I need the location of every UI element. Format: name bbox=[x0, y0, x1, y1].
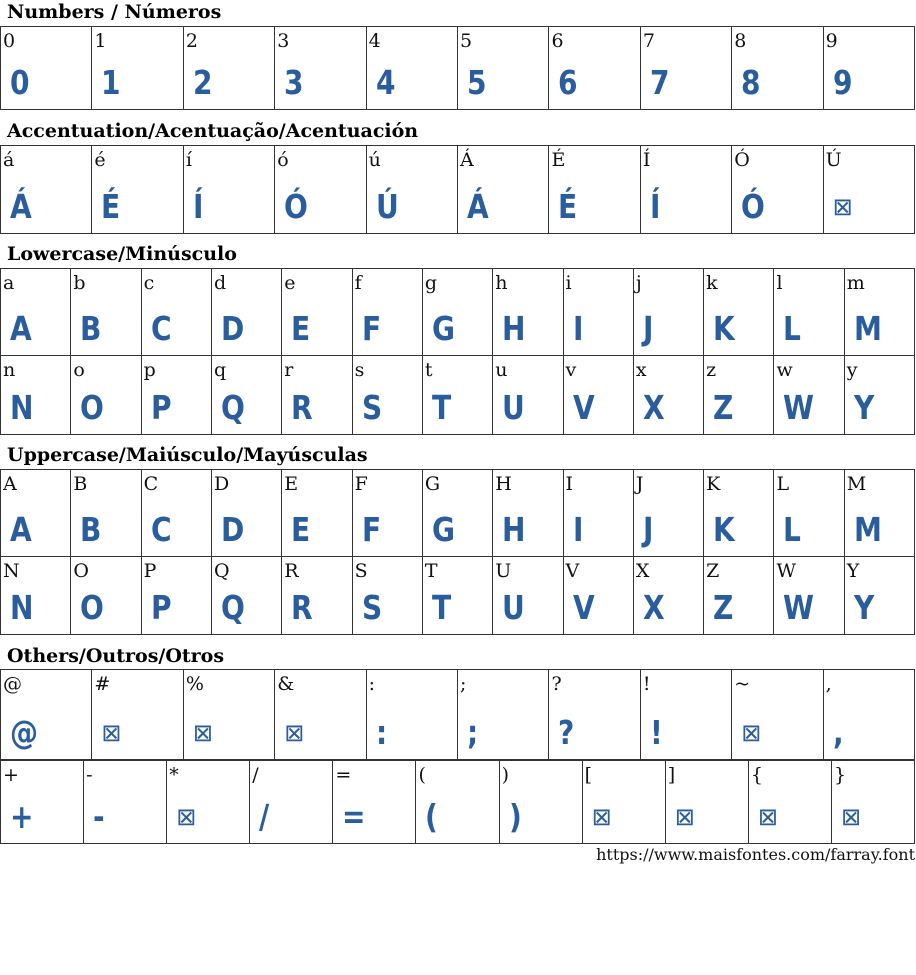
font-glyph: R bbox=[291, 588, 313, 627]
glyph-cell bbox=[212, 557, 282, 635]
character-label: ) bbox=[501, 764, 509, 786]
font-glyph: S bbox=[361, 588, 382, 627]
glyph-cell bbox=[184, 670, 275, 760]
character-label: o bbox=[73, 359, 85, 381]
font-glyph: E bbox=[291, 510, 311, 549]
glyph-cell bbox=[71, 356, 141, 435]
font-glyph: 4 bbox=[375, 63, 396, 102]
character-label: M bbox=[846, 473, 867, 495]
glyph-cell bbox=[423, 269, 493, 356]
character-label: W bbox=[776, 560, 796, 582]
glyph-cell bbox=[353, 269, 423, 356]
character-label: / bbox=[252, 764, 259, 786]
glyph-cell bbox=[774, 557, 844, 635]
font-glyph: Q bbox=[220, 588, 245, 627]
font-glyph: Y bbox=[853, 388, 875, 427]
glyph-cell bbox=[416, 761, 499, 844]
source-url[interactable]: https://www.maisfontes.com/farray.font bbox=[596, 845, 915, 864]
character-label: ( bbox=[418, 764, 426, 786]
font-glyph: 1 bbox=[101, 63, 121, 102]
character-label: É bbox=[551, 149, 566, 171]
glyph-cell bbox=[1, 670, 92, 760]
character-label: N bbox=[3, 560, 20, 582]
character-label: I bbox=[565, 473, 574, 495]
character-label: O bbox=[73, 560, 89, 582]
glyph-cell bbox=[704, 356, 774, 435]
font-glyph: M bbox=[853, 510, 882, 549]
font-glyph: 2 bbox=[192, 63, 213, 102]
character-label: k bbox=[706, 272, 718, 294]
font-glyph: Í bbox=[649, 187, 661, 226]
character-label: P bbox=[143, 560, 157, 582]
character-label: y bbox=[846, 359, 858, 381]
glyph-cell bbox=[92, 670, 183, 760]
glyph-cell bbox=[704, 269, 774, 356]
character-label: G bbox=[424, 473, 441, 495]
glyph-cell bbox=[634, 557, 704, 635]
character-label: b bbox=[73, 272, 86, 294]
character-label: J bbox=[635, 473, 644, 495]
font-glyph: Y bbox=[853, 588, 875, 627]
glyph-cell bbox=[212, 356, 282, 435]
character-label: a bbox=[3, 272, 15, 294]
glyph-cell bbox=[92, 27, 183, 110]
glyph-cell bbox=[1, 269, 71, 356]
glyph-cell bbox=[564, 557, 634, 635]
font-glyph: W bbox=[783, 588, 815, 627]
character-label: e bbox=[284, 272, 296, 294]
character-label: 4 bbox=[368, 30, 381, 52]
glyph-cell bbox=[212, 470, 282, 557]
glyph-cell bbox=[275, 27, 366, 110]
character-label: 2 bbox=[185, 30, 198, 52]
character-label: í bbox=[185, 149, 192, 171]
character-label: X bbox=[635, 560, 650, 582]
character-label: Z bbox=[706, 560, 720, 582]
font-glyph: 5 bbox=[467, 63, 487, 102]
font-glyph: N bbox=[10, 588, 34, 627]
glyph-cell bbox=[142, 557, 212, 635]
character-label: L bbox=[776, 473, 790, 495]
character-label: 3 bbox=[277, 30, 290, 52]
glyph-cell bbox=[1, 27, 92, 110]
font-glyph: G bbox=[431, 309, 455, 348]
font-glyph: Ó bbox=[741, 187, 766, 226]
glyph-cell bbox=[184, 146, 275, 234]
font-glyph: J bbox=[642, 309, 654, 348]
font-glyph: G bbox=[431, 510, 455, 549]
character-label: @ bbox=[3, 673, 22, 695]
glyph-cell bbox=[641, 146, 732, 234]
glyph-cell bbox=[493, 557, 563, 635]
character-label: m bbox=[846, 272, 865, 294]
font-glyph: 6 bbox=[558, 63, 578, 102]
font-glyph: 9 bbox=[832, 63, 853, 102]
character-label: U bbox=[495, 560, 512, 582]
font-glyph: K bbox=[713, 510, 735, 549]
font-glyph: M bbox=[853, 309, 882, 348]
character-label: B bbox=[73, 473, 88, 495]
font-glyph: 3 bbox=[284, 63, 304, 102]
missing-glyph-icon: ⊠ bbox=[840, 803, 862, 831]
font-glyph: D bbox=[220, 510, 245, 549]
glyph-cell bbox=[704, 557, 774, 635]
glyph-cell bbox=[641, 670, 732, 760]
glyph-cell bbox=[71, 557, 141, 635]
character-label: * bbox=[169, 764, 179, 786]
font-glyph: ; bbox=[467, 713, 479, 752]
font-glyph: T bbox=[431, 588, 452, 627]
character-label: + bbox=[3, 764, 19, 786]
glyph-row bbox=[0, 469, 915, 557]
character-label: f bbox=[354, 272, 362, 294]
character-label: A bbox=[3, 473, 17, 495]
font-glyph: Ó bbox=[284, 187, 309, 226]
character-label: ~ bbox=[734, 673, 751, 695]
font-glyph: V bbox=[572, 588, 595, 627]
font-glyph: Z bbox=[713, 588, 734, 627]
glyph-cell bbox=[845, 557, 915, 635]
glyph-cell bbox=[564, 269, 634, 356]
glyph-cell bbox=[774, 356, 844, 435]
font-glyph: L bbox=[783, 510, 802, 549]
missing-glyph-icon: ⊠ bbox=[284, 719, 305, 747]
character-label: i bbox=[565, 272, 572, 294]
font-glyph: X bbox=[642, 388, 665, 427]
font-glyph: Ú bbox=[375, 187, 399, 226]
font-glyph: C bbox=[150, 510, 172, 549]
glyph-row bbox=[0, 268, 915, 356]
character-label: n bbox=[3, 359, 16, 381]
font-glyph: A bbox=[10, 510, 32, 549]
font-glyph: U bbox=[502, 388, 525, 427]
glyph-cell bbox=[824, 146, 915, 234]
glyph-row bbox=[0, 145, 915, 234]
font-glyph: C bbox=[150, 309, 172, 348]
font-glyph: + bbox=[10, 797, 34, 836]
glyph-cell bbox=[824, 27, 915, 110]
glyph-cell bbox=[564, 470, 634, 557]
font-glyph: 7 bbox=[649, 63, 670, 102]
font-glyph: H bbox=[502, 510, 526, 549]
font-glyph: É bbox=[101, 187, 121, 226]
font-glyph: K bbox=[713, 309, 735, 348]
character-label: é bbox=[94, 149, 106, 171]
glyph-cell bbox=[1, 146, 92, 234]
glyph-row bbox=[0, 760, 915, 844]
character-label: V bbox=[565, 560, 580, 582]
font-glyph: , bbox=[832, 713, 844, 752]
font-glyph: ! bbox=[649, 713, 663, 752]
glyph-row bbox=[0, 26, 915, 110]
glyph-cell bbox=[845, 356, 915, 435]
glyph-cell bbox=[367, 27, 458, 110]
character-label: z bbox=[706, 359, 717, 381]
character-label: { bbox=[750, 764, 763, 786]
missing-glyph-icon: ⊠ bbox=[757, 803, 778, 831]
glyph-cell bbox=[184, 27, 275, 110]
font-glyph: B bbox=[80, 510, 102, 549]
glyph-cell bbox=[641, 27, 732, 110]
glyph-cell bbox=[493, 356, 563, 435]
character-label: r bbox=[284, 359, 294, 381]
font-glyph: ( bbox=[425, 797, 439, 836]
missing-glyph-icon: ⊠ bbox=[176, 803, 197, 831]
character-label: ú bbox=[368, 149, 381, 171]
character-label: E bbox=[284, 473, 299, 495]
font-glyph: Q bbox=[220, 388, 245, 427]
font-glyph: U bbox=[502, 588, 525, 627]
glyph-cell bbox=[423, 470, 493, 557]
character-label: D bbox=[213, 473, 230, 495]
font-glyph: = bbox=[342, 797, 366, 836]
character-label: l bbox=[776, 272, 783, 294]
glyph-row bbox=[0, 669, 915, 760]
character-label: : bbox=[368, 673, 376, 695]
glyph-cell bbox=[732, 27, 823, 110]
character-label: 9 bbox=[825, 30, 838, 52]
glyph-cell bbox=[634, 269, 704, 356]
font-glyph: P bbox=[150, 388, 172, 427]
glyph-cell bbox=[367, 670, 458, 760]
glyph-cell bbox=[458, 670, 549, 760]
section-title: Numbers / Números bbox=[7, 1, 222, 23]
character-label: j bbox=[635, 272, 642, 294]
font-glyph: S bbox=[361, 388, 382, 427]
character-label: ? bbox=[551, 673, 562, 695]
glyph-cell bbox=[500, 761, 583, 844]
font-glyph: V bbox=[572, 388, 595, 427]
font-glyph: W bbox=[783, 388, 815, 427]
glyph-cell bbox=[704, 470, 774, 557]
character-label: g bbox=[424, 272, 438, 294]
character-label: # bbox=[94, 673, 111, 695]
glyph-cell bbox=[142, 356, 212, 435]
section-title: Accentuation/Acentuação/Acentuación bbox=[7, 120, 419, 142]
glyph-cell bbox=[458, 27, 549, 110]
glyph-cell bbox=[774, 269, 844, 356]
glyph-cell bbox=[634, 470, 704, 557]
character-label: Ó bbox=[734, 149, 750, 171]
glyph-cell bbox=[564, 356, 634, 435]
font-glyph: @ bbox=[10, 713, 39, 752]
character-label: Á bbox=[460, 149, 474, 171]
glyph-cell bbox=[423, 557, 493, 635]
glyph-cell bbox=[666, 761, 749, 844]
glyph-cell bbox=[1, 557, 71, 635]
font-glyph: D bbox=[220, 309, 245, 348]
glyph-cell bbox=[275, 146, 366, 234]
font-glyph: A bbox=[10, 309, 32, 348]
section-title: Uppercase/Maiúsculo/Mayúsculas bbox=[7, 444, 368, 466]
missing-glyph-icon: ⊠ bbox=[101, 719, 122, 747]
missing-glyph-icon: ⊠ bbox=[741, 719, 762, 747]
character-label: } bbox=[833, 764, 847, 786]
font-glyph: I bbox=[572, 510, 583, 549]
font-glyph: F bbox=[361, 309, 381, 348]
font-glyph: J bbox=[642, 510, 654, 549]
character-label: 1 bbox=[94, 30, 107, 52]
glyph-cell bbox=[549, 146, 640, 234]
character-label: Y bbox=[846, 560, 860, 582]
character-label: C bbox=[143, 473, 159, 495]
font-glyph: P bbox=[150, 588, 172, 627]
glyph-cell bbox=[832, 761, 915, 844]
glyph-row bbox=[0, 355, 915, 435]
glyph-cell bbox=[1, 470, 71, 557]
character-label: x bbox=[635, 359, 647, 381]
section-title: Lowercase/Minúsculo bbox=[7, 243, 237, 265]
glyph-cell bbox=[71, 470, 141, 557]
glyph-cell bbox=[212, 269, 282, 356]
glyph-cell bbox=[275, 670, 366, 760]
character-label: q bbox=[213, 359, 227, 381]
glyph-cell bbox=[353, 356, 423, 435]
missing-glyph-icon: ⊠ bbox=[832, 193, 853, 221]
font-glyph: I bbox=[572, 309, 583, 348]
font-glyph: F bbox=[361, 510, 381, 549]
missing-glyph-icon: ⊠ bbox=[674, 803, 695, 831]
glyph-cell bbox=[774, 470, 844, 557]
font-glyph: Z bbox=[713, 388, 734, 427]
character-label: [ bbox=[584, 764, 593, 786]
font-glyph: H bbox=[502, 309, 526, 348]
glyph-cell bbox=[167, 761, 250, 844]
glyph-cell bbox=[282, 470, 352, 557]
character-label: w bbox=[776, 359, 793, 381]
glyph-cell bbox=[142, 269, 212, 356]
glyph-cell bbox=[84, 761, 167, 844]
font-glyph: Í bbox=[192, 187, 204, 226]
character-label: % bbox=[185, 673, 204, 695]
font-glyph: O bbox=[80, 388, 105, 427]
glyph-cell bbox=[493, 269, 563, 356]
font-glyph: 8 bbox=[741, 63, 761, 102]
character-label: ] bbox=[667, 764, 676, 786]
character-label: á bbox=[3, 149, 15, 171]
character-label: 6 bbox=[551, 30, 564, 52]
character-label: H bbox=[495, 473, 512, 495]
font-glyph: / bbox=[259, 797, 270, 836]
character-label: v bbox=[565, 359, 577, 381]
character-label: u bbox=[495, 359, 508, 381]
font-glyph: T bbox=[431, 388, 452, 427]
character-label: - bbox=[86, 764, 93, 786]
glyph-cell bbox=[333, 761, 416, 844]
glyph-cell bbox=[732, 146, 823, 234]
glyph-cell bbox=[1, 761, 84, 844]
font-glyph: E bbox=[291, 309, 311, 348]
section-title: Others/Outros/Otros bbox=[7, 645, 225, 667]
character-label: Q bbox=[213, 560, 230, 582]
glyph-cell bbox=[845, 470, 915, 557]
glyph-row bbox=[0, 556, 915, 635]
character-label: ó bbox=[277, 149, 289, 171]
character-label: = bbox=[335, 764, 352, 786]
glyph-cell bbox=[282, 557, 352, 635]
glyph-cell bbox=[732, 670, 823, 760]
glyph-cell bbox=[71, 269, 141, 356]
glyph-cell bbox=[423, 356, 493, 435]
character-label: h bbox=[495, 272, 508, 294]
glyph-cell bbox=[92, 146, 183, 234]
font-glyph: O bbox=[80, 588, 105, 627]
glyph-cell bbox=[549, 27, 640, 110]
glyph-cell bbox=[353, 557, 423, 635]
missing-glyph-icon: ⊠ bbox=[192, 719, 213, 747]
glyph-cell bbox=[142, 470, 212, 557]
character-label: s bbox=[354, 359, 365, 381]
character-label: 7 bbox=[642, 30, 655, 52]
glyph-cell bbox=[634, 356, 704, 435]
font-glyph: : bbox=[375, 713, 387, 752]
glyph-cell bbox=[367, 146, 458, 234]
glyph-cell bbox=[749, 761, 832, 844]
font-glyph: ? bbox=[558, 713, 575, 752]
missing-glyph-icon: ⊠ bbox=[591, 803, 612, 831]
glyph-cell bbox=[824, 670, 915, 760]
glyph-cell bbox=[583, 761, 666, 844]
character-label: F bbox=[354, 473, 368, 495]
character-label: K bbox=[706, 473, 721, 495]
character-label: & bbox=[277, 673, 295, 695]
character-label: t bbox=[424, 359, 433, 381]
character-label: 8 bbox=[734, 30, 747, 52]
character-label: d bbox=[213, 272, 227, 294]
character-label: ; bbox=[460, 673, 467, 695]
font-glyph: É bbox=[558, 187, 578, 226]
character-label: c bbox=[143, 272, 155, 294]
glyph-cell bbox=[250, 761, 333, 844]
character-label: S bbox=[354, 560, 368, 582]
font-glyph: L bbox=[783, 309, 802, 348]
glyph-cell bbox=[282, 356, 352, 435]
glyph-cell bbox=[493, 470, 563, 557]
glyph-cell bbox=[282, 269, 352, 356]
glyph-cell bbox=[1, 356, 71, 435]
font-glyph: Á bbox=[467, 187, 489, 226]
character-label: p bbox=[143, 359, 156, 381]
font-glyph: R bbox=[291, 388, 313, 427]
glyph-cell bbox=[845, 269, 915, 356]
glyph-cell bbox=[549, 670, 640, 760]
font-glyph: 0 bbox=[10, 63, 30, 102]
character-label: 0 bbox=[3, 30, 16, 52]
character-label: , bbox=[825, 673, 832, 695]
font-glyph: N bbox=[10, 388, 34, 427]
character-label: R bbox=[284, 560, 299, 582]
font-glyph: Á bbox=[10, 187, 32, 226]
font-glyph: B bbox=[80, 309, 102, 348]
character-label: Í bbox=[642, 149, 651, 171]
font-glyph: - bbox=[93, 797, 105, 836]
character-label: 5 bbox=[460, 30, 473, 52]
font-glyph: X bbox=[642, 588, 665, 627]
character-label: ! bbox=[642, 673, 651, 695]
glyph-cell bbox=[353, 470, 423, 557]
character-label: T bbox=[424, 560, 438, 582]
character-label: Ú bbox=[825, 149, 842, 171]
font-glyph: ) bbox=[508, 797, 522, 836]
glyph-cell bbox=[458, 146, 549, 234]
